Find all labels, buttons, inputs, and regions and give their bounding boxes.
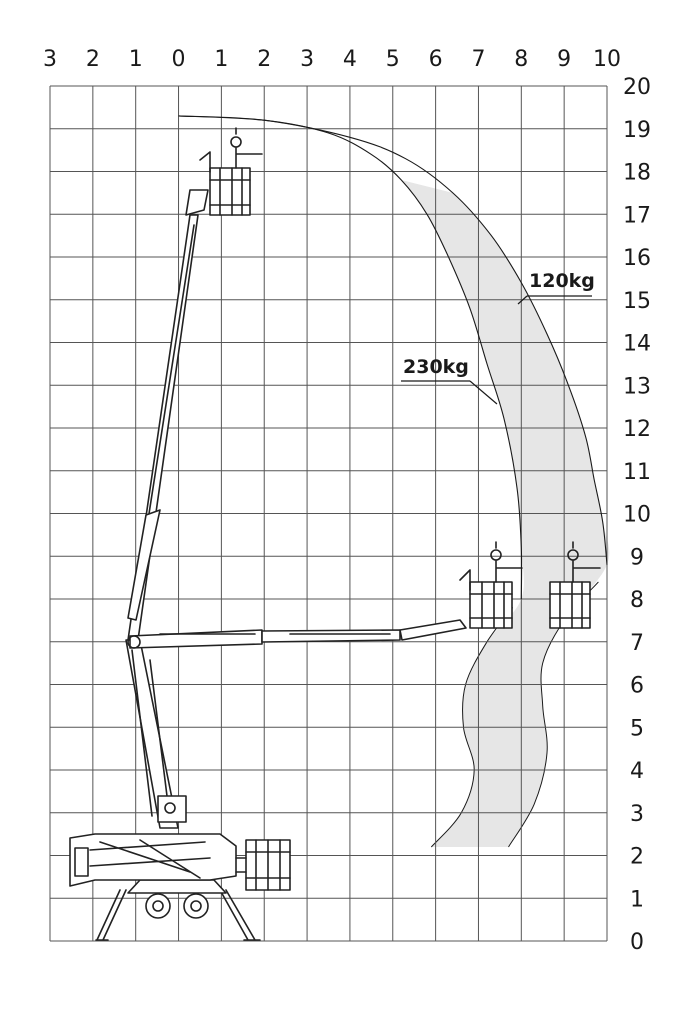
outriggers [96,890,260,940]
label-120kg: 120kg [529,270,595,292]
x-tick-label: 1 [128,47,143,72]
x-tick-label: 2 [257,47,272,72]
wheels [146,894,208,918]
x-tick-label: 10 [593,47,621,72]
label-230kg-group [401,356,497,404]
y-tick-label: 6 [630,673,644,699]
x-tick-label: 7 [471,47,486,72]
y-tick-label: 9 [630,545,644,571]
y-tick-label: 13 [623,374,651,400]
y-tick-label: 10 [623,502,651,528]
y-tick-label: 7 [630,630,644,656]
x-tick-label: 3 [300,47,315,72]
y-tick-label: 4 [630,759,644,784]
y-axis-ticks [623,75,651,955]
x-axis-ticks [43,47,621,72]
x-tick-label: 9 [557,47,572,72]
chassis [70,834,236,893]
x-tick-label: 0 [171,47,186,72]
x-tick-label: 8 [514,47,529,72]
x-tick-label: 2 [85,47,100,72]
x-tick-label: 4 [342,47,357,72]
y-tick-label: 17 [623,203,651,229]
y-tick-label: 20 [623,75,651,100]
y-tick-label: 19 [623,117,651,143]
x-tick-label: 5 [385,47,400,72]
grid [50,86,607,941]
y-tick-label: 2 [630,844,644,870]
outreach-basket [460,542,522,628]
x-tick-label: 6 [428,47,443,72]
y-tick-label: 15 [623,288,651,314]
y-tick-label: 14 [623,331,651,357]
y-tick-label: 5 [630,716,644,742]
label-230kg: 230kg [403,356,469,378]
y-tick-label: 11 [623,459,651,485]
stowed-basket [236,840,290,890]
y-tick-label: 16 [623,246,651,271]
y-tick-label: 0 [630,930,644,955]
y-tick-label: 3 [630,801,644,827]
y-tick-label: 18 [623,160,651,186]
x-tick-label: 3 [43,47,57,72]
y-tick-label: 12 [623,417,651,442]
y-tick-label: 1 [630,887,644,913]
x-tick-label: 1 [214,47,229,72]
lower-arm [126,640,186,828]
y-tick-label: 8 [630,588,644,613]
